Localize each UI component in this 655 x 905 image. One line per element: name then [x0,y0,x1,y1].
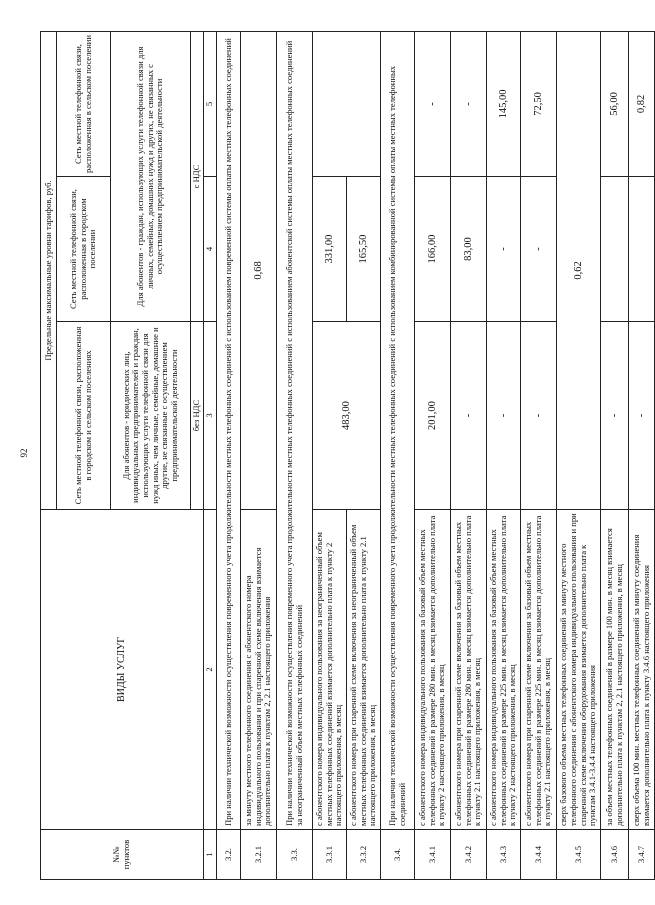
header-index-3: 3 [204,322,217,510]
service-description: с абонентского номера индивидуального пользования за базовый объем местных телефонных соединений в размере 225 мин. в месяц взимается дополнительно плата к пункту 2 настоящего приложения, в месяц [487,510,521,830]
service-description: с абонентского номера индивидуального пользования за базовый объем местных телефонных соединений в размере 280 мин. в месяц взимается дополнительно плата к пункту 2 настоящего приложения, в месяц [415,510,451,830]
section-heading: При наличии технической возможности осуществления повременного учета продолжительности местных телефонных соединений с использованием абонентской системы оплаты местных телефонных соединений за неограниченный объем местных телефонных соединений [277,31,313,829]
tariff-value-merged: 0,68 [241,31,277,509]
header-without-vat: без НДС [191,322,204,510]
tariff-value-col5: - [415,31,451,176]
page-number: 92 [19,448,29,458]
tariff-value-col3: - [451,322,487,510]
row-number: 3.3.1 [313,830,347,880]
header-index-5: 5 [204,31,217,176]
service-description: за объем местных телефонных соединений в размере 100 мин. в месяц взимается дополнительно плата к пунктам 2, 2.1 настоящего приложения, в месяц [601,510,629,830]
row-number: 3.4.6 [601,830,629,880]
row-number: 3.2.1 [241,830,277,880]
tariff-value-col3: - [629,322,655,510]
tariff-document [40,32,651,880]
header-with-vat: с НДС [191,31,204,321]
tariff-value-col4: 83,00 [451,177,487,322]
row-number: 3.4.5 [557,830,601,880]
service-description: с абонентского номера при спаренной схеме включения за базовый объем местных телефонных соединений в размере 225 мин. в месяц взимается дополнительно плата к пункту 2.1 настоящего приложения, в месяц [521,510,557,830]
row-number: 3.2. [217,830,241,880]
service-description: с абонентского номера при спаренной схеме включения за неограниченный объем местных телефонных соединений взимается дополнительно плата к пункту 2.1 настоящего приложения, в месяц [347,510,381,830]
row-number: 3.4.2 [451,830,487,880]
tariff-value-col5: 72,50 [521,31,557,176]
tariff-value-col4: - [487,177,521,322]
row-number: 3.4.1 [415,830,451,880]
tariff-value-col5: 0,82 [629,31,655,176]
header-col-services: ВИДЫ УСЛУГ [41,510,204,830]
header-index-4: 4 [204,177,217,322]
tariff-value-col3: 201,00 [415,322,451,510]
header-net-rural: Сеть местной телефонной связи, расположенная в сельском поселении [57,31,111,176]
service-description: сверх базового объема местных телефонных соединений за минуту местного телефонного соединения с абонентского номера индивидуального пользования и при спаренной схеме включения оборудования взимается дополнительно плата к пунктам 3.4.1-3.4.4 настоящего приложения [557,510,601,830]
row-number: 3.3. [277,830,313,880]
tariff-value-col3: 483,00 [313,322,381,510]
tariff-value-col3: - [487,322,521,510]
service-description: за минуту местного телефонного соединения с абонентского номера индивидуального пользования и при спаренной схеме включения взимается дополнительно плата к пунктам 2, 2.1 настоящего приложения [241,510,277,830]
header-subscribers-citizens: Для абонентов - граждан, использующих услуги телефонной связи для личных, семейных, домашних нужд и других, не связанных с осуществлением предпринимательской деятельности [111,31,191,321]
tariff-value-col3: - [521,322,557,510]
service-description: сверх объема 100 мин. местных телефонных соединений за минуту соединения взимается дополнительно плата к пункту 3.4.6 настоящего приложения [629,510,655,830]
tariff-value-col4: 165,50 [347,177,381,322]
tariff-value-merged: 0,62 [557,31,601,509]
tariff-value-col4: - [521,177,557,322]
header-index-2: 2 [204,510,217,830]
row-number: 3.4.7 [629,830,655,880]
section-heading: При наличии технической возможности осуществления повременного учета продолжительности местных телефонных соединений с использованием повременной системы оплаты местных телефонных соединений [217,31,241,829]
tariff-value-col4 [601,177,629,322]
header-tariffs-title: Предельные максимальные уровни тарифов, руб. [41,31,57,509]
tariff-value-col5: 56,00 [601,31,629,176]
row-number: 3.4.3 [487,830,521,880]
row-number: 3.3.2 [347,830,381,880]
header-net-city: Сеть местной телефонной связи, расположенная в городском поселении [57,177,111,322]
section-heading: При наличии технической возможности осуществления повременного учета продолжительности местных телефонных соединений с использованием комбинированной системы оплаты местных телефонных соединений [381,31,415,829]
tariff-value-col5: 145,00 [487,31,521,176]
row-number: 3.4. [381,830,415,880]
service-description: с абонентского номера при спаренной схеме включения за базовый объем местных телефонных соединений в размере 280 мин. в месяц взимается дополнительно плата к пункту 2.1 настоящего приложения, в месяц [451,510,487,830]
row-number: 3.4.4 [521,830,557,880]
tariff-table [40,31,655,880]
header-index-1: 1 [204,830,217,880]
tariff-value-col4: 331,00 [313,177,347,322]
tariff-value-col4: 166,00 [415,177,451,322]
header-subscribers-legal: Для абонентов - юридических лиц, индивидуальных предпринимателей и граждан, использующих услуги телефонной связи для нужд иных, чем личные, семейные, домашние и другие, не связанные с осуществлением предпринимательской деятельности [111,322,191,510]
header-col-num: №№ пунктов [41,830,204,880]
tariff-value-col5: - [451,31,487,176]
tariff-value-col3: - [601,322,629,510]
tariff-value-col4 [629,177,655,322]
header-net-city-rural: Сеть местной телефонной связи, расположенная в городском и сельском поселениях [57,322,111,510]
tariff-value-col5 [313,31,381,176]
service-description: с абонентского номера индивидуального пользования за неограниченный объем местных телефонных соединений взимается дополнительно плата к пункту 2 настоящего приложения, в месяц [313,510,347,830]
